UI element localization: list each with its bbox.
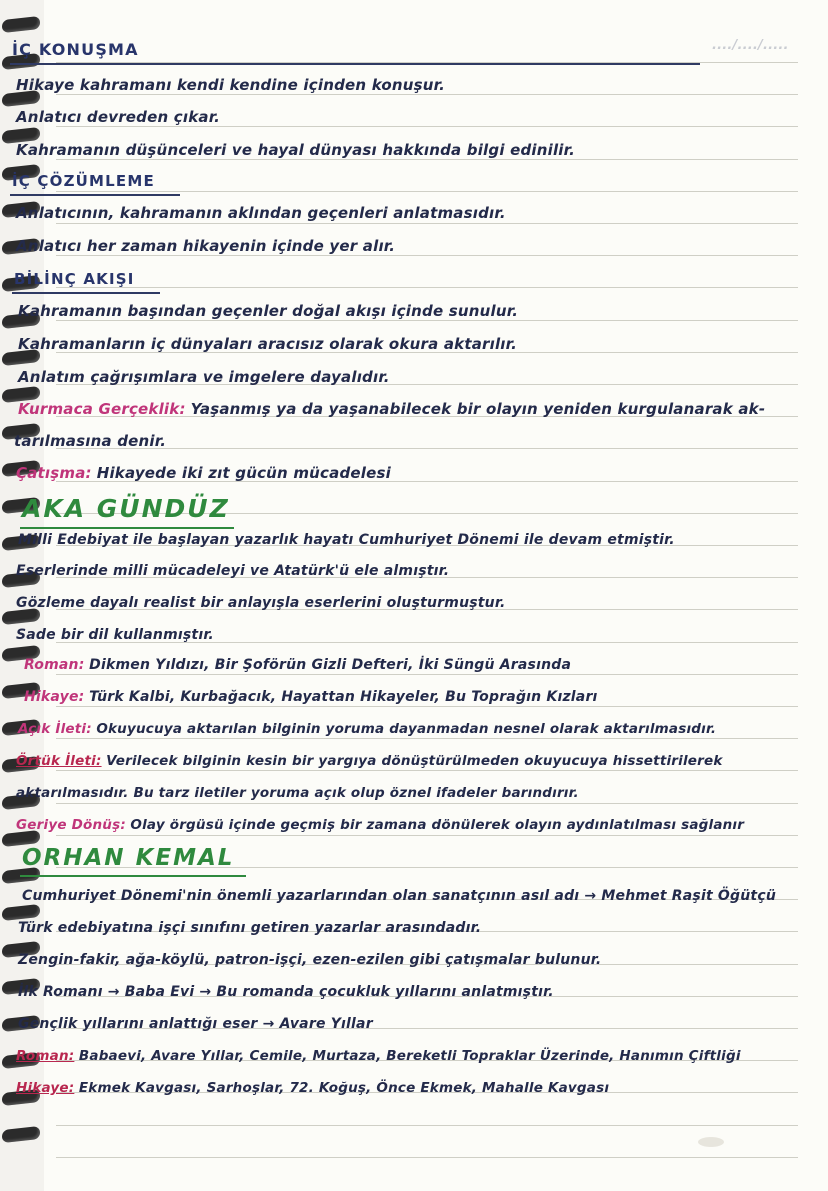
section-heading: İÇ ÇÖZÜMLEME	[12, 172, 155, 190]
note-line: İlk Romanı → Baba Evi → Bu romanda çocukluk yıllarını anlatmıştır.	[18, 984, 554, 1000]
term-text: Okuyucuya aktarılan bilginin yoruma dayanmadan nesnel olarak aktarılmasıdır.	[96, 721, 717, 737]
note-line: Anlatım çağrışımlara ve imgelere dayalıdır.	[18, 368, 390, 386]
work-list-hikaye	[16, 1080, 609, 1096]
term-acik-ileti	[18, 721, 716, 737]
work-label: Hikaye:	[24, 689, 85, 705]
definition-text-cont: tarılmasına denir.	[14, 432, 167, 450]
note-line: Gençlik yıllarını anlattığı eser → Avare Yıllar	[18, 1016, 373, 1032]
term-label: Açık İleti:	[18, 721, 92, 737]
note-line: Anlatıcının, kahramanın aklından geçenleri anlatmasıdır.	[16, 204, 506, 222]
work-list-hikaye	[24, 689, 598, 705]
note-line: Kahramanların iç dünyaları aracısız olarak okura aktarılır.	[18, 335, 518, 353]
heading-underline	[12, 292, 160, 294]
work-text: Dikmen Yıldızı, Bir Şoförün Gizli Defteri, İki Süngü Arasında	[89, 657, 572, 673]
note-line: Kahramanın düşünceleri ve hayal dünyası hakkında bilgi edinilir.	[16, 141, 576, 159]
definition-kurmaca	[18, 400, 765, 418]
term-label: Geriye Dönüş:	[16, 817, 126, 833]
heading-underline	[10, 194, 180, 196]
note-line: Anlatıcı her zaman hikayenin içinde yer alır.	[16, 237, 396, 255]
work-label: Hikaye:	[16, 1080, 75, 1096]
work-label: Roman:	[16, 1048, 75, 1064]
paper-smudge	[698, 1137, 724, 1147]
term-text: Olay örgüsü içinde geçmiş bir zamana dönülerek olayın aydınlatılması sağlanır	[130, 817, 745, 833]
term-text: Verilecek bilginin kesin bir yargıya dönüştürülmeden okuyucuya hissettirilerek	[106, 753, 723, 769]
author-name-aka-gunduz: AKA GÜNDÜZ	[22, 494, 230, 523]
work-list-roman	[16, 1048, 741, 1064]
author-underline	[20, 875, 246, 877]
date-marginalia: ..../..../.....	[712, 38, 789, 53]
author-name-orhan-kemal: ORHAN KEMAL	[22, 845, 235, 871]
term-ortuk-ileti	[16, 753, 723, 769]
work-text: Babaevi, Avare Yıllar, Cemile, Murtaza, Bereketli Topraklar Üzerinde, Hanımın Çiftliği	[78, 1048, 741, 1064]
note-line: Kahramanın başından geçenler doğal akışı içinde sunulur.	[18, 302, 519, 320]
note-line: Zengin-fakir, ağa-köylü, patron-işçi, ezen-ezilen gibi çatışmalar bulunur.	[18, 952, 602, 968]
note-line: Hikaye kahramanı kendi kendine içinden konuşur.	[16, 76, 445, 94]
note-line: Türk edebiyatına işçi sınıfını getiren yazarlar arasındadır.	[18, 920, 482, 936]
work-text: Ekmek Kavgası, Sarhoşlar, 72. Koğuş, Önce Ekmek, Mahalle Kavgası	[78, 1080, 610, 1096]
definition-catisma	[16, 464, 391, 482]
note-line: Eserlerinde milli mücadeleyi ve Atatürk'ü ele almıştır.	[16, 563, 450, 579]
definition-text: Hikayede iki zıt gücün mücadelesi	[96, 464, 391, 482]
author-underline	[20, 527, 234, 529]
section-heading: BİLİNÇ AKIŞI	[14, 270, 135, 288]
work-list-roman	[24, 657, 571, 673]
note-line: Cumhuriyet Dönemi'nin önemli yazarlarından olan sanatçının asıl adı → Mehmet Raşit Öğütçü	[22, 888, 776, 904]
term-text-cont: aktarılmasıdır. Bu tarz iletiler yoruma açık olup öznel ifadeler barındırır.	[16, 785, 579, 801]
work-text: Türk Kalbi, Kurbağacık, Hayattan Hikayeler, Bu Toprağın Kızları	[89, 689, 598, 705]
definition-term: Kurmaca Gerçeklik:	[18, 400, 186, 418]
definition-text: Yaşanmış ya da yaşanabilecek bir olayın yeniden kurgulanarak ak-	[190, 400, 766, 418]
section-heading: İÇ KONUŞMA	[12, 40, 139, 59]
note-line: Sade bir dil kullanmıştır.	[16, 627, 214, 643]
note-line: Milli Edebiyat ile başlayan yazarlık hayatı Cumhuriyet Dönemi ile devam etmiştir.	[18, 532, 675, 548]
note-line: Gözleme dayalı realist bir anlayışla eserlerini oluşturmuştur.	[16, 595, 506, 611]
term-geriye-donus	[16, 817, 744, 833]
note-line: Anlatıcı devreden çıkar.	[16, 108, 221, 126]
heading-underline	[10, 63, 700, 65]
definition-term: Çatışma:	[16, 464, 92, 482]
term-label: Örtük İleti:	[16, 753, 102, 769]
work-label: Roman:	[24, 657, 85, 673]
